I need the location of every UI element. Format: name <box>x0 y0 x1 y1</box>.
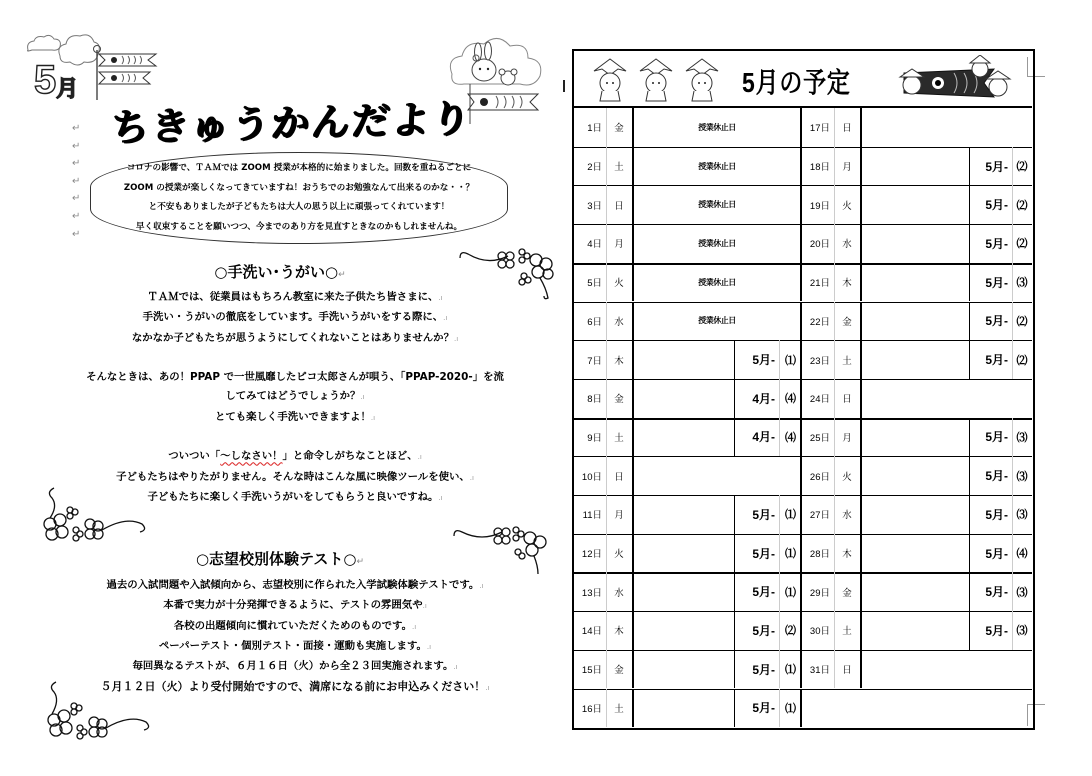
curriculum-month: 5月- <box>985 623 1008 638</box>
curriculum-month: 5月- <box>985 314 1008 329</box>
column-divider <box>800 263 802 302</box>
weekday-cell: 木 <box>614 355 624 367</box>
body-line: ５月１２日（火）より受付開始ですので、満席になる前にお申込みください！.ı <box>100 680 490 694</box>
date-cell: 11日 <box>582 510 602 522</box>
schedule-entry-cell <box>632 379 734 418</box>
date-cell: 13日 <box>581 587 602 599</box>
flower-vine-icon <box>450 524 550 578</box>
schedule-entry-cell <box>860 456 969 495</box>
curriculum-month: 5月- <box>985 469 1008 484</box>
weekday-cell: 日 <box>842 665 852 677</box>
intro-message-box <box>90 152 508 244</box>
empty-entry-cell <box>860 650 1032 689</box>
date-cell: 12日 <box>581 549 602 561</box>
column-divider <box>800 611 802 650</box>
paragraph-marks: ↵ ↵ ↵ ↵ ↵ ↵ ↵ <box>72 123 81 240</box>
weekday-cell: 日 <box>842 394 852 406</box>
curriculum-month: 4月- <box>752 391 775 406</box>
weekday-cell: 土 <box>614 432 624 444</box>
body-line: 手洗い・うがいの徹底をしています。手洗いうがいをする際に、.ı <box>142 311 448 324</box>
column-divider <box>800 147 802 186</box>
section-heading-text: ○志望校別体験テスト○ <box>195 550 357 568</box>
section-heading-text: ○手洗い･うがい○ <box>214 263 339 281</box>
curriculum-unit-number: ⑴ <box>785 353 796 367</box>
curriculum-unit-number: ⑴ <box>785 701 796 715</box>
schedule-entry-cell <box>632 689 734 728</box>
curriculum-month: 5月- <box>752 662 775 677</box>
weekday-cell: 火 <box>614 278 624 290</box>
curriculum-unit-number: ⑴ <box>785 663 796 677</box>
column-divider <box>800 495 802 534</box>
schedule-entry-cell <box>860 495 969 534</box>
curriculum-unit-number: ⑷ <box>785 392 796 406</box>
date-cell: 1日 <box>587 123 602 135</box>
month-kanji: 月 <box>56 76 79 101</box>
body-line: 本番で実力が十分発揮できるように、テストの雰囲気や.ı <box>163 599 427 612</box>
body-line: 子どもたちに楽しく手洗いうがいをしてもらうと良いですね。.ı <box>147 490 443 503</box>
schedule-row <box>574 418 1032 457</box>
date-cell: 25日 <box>809 432 830 444</box>
closed-day-label: 授業休止日 <box>698 277 736 287</box>
body-line: 各校の出題傾向に慣れていただくためのものです。.ı <box>173 619 417 632</box>
curriculum-unit-number: ⑵ <box>1016 160 1028 174</box>
date-cell: 17日 <box>809 123 830 135</box>
curriculum-month: 5月- <box>985 236 1008 251</box>
weekday-cell: 月 <box>842 432 852 444</box>
date-cell: 16日 <box>581 703 602 715</box>
intro-line: ZOOM の授業が楽しくなってきていますね！おうちでのお勉強なんて出来るのかな・・？ <box>123 182 475 193</box>
schedule-entry-cell <box>632 534 734 573</box>
section-body-handwashing <box>60 288 530 508</box>
flower-vine-icon <box>46 676 156 742</box>
schedule-entry-cell <box>860 572 969 611</box>
weekday-cell: 木 <box>614 626 624 638</box>
flower-vine-icon <box>42 484 152 544</box>
body-line: 過去の入試問題や入試傾向から、志望校別に作られた入学試験体験テストです。.ı <box>106 579 484 591</box>
schedule-entry-cell <box>860 340 969 379</box>
weekday-cell: 日 <box>842 123 852 135</box>
curriculum-unit-number: ⑷ <box>785 430 796 444</box>
date-cell: 3日 <box>587 200 602 212</box>
curriculum-month: 5月- <box>985 546 1008 561</box>
weekday-cell: 金 <box>614 665 624 677</box>
closed-day-label: 授業休止日 <box>698 238 736 248</box>
column-divider <box>800 185 802 224</box>
curriculum-unit-number: ⑵ <box>1016 353 1028 367</box>
date-cell: 8日 <box>587 394 602 406</box>
body-line: なかなか子どもたちが思うようにしてくれないことはありませんか？.ı <box>131 331 459 344</box>
month-badge <box>34 60 78 100</box>
date-cell: 20日 <box>809 239 830 251</box>
body-line: ＴＡＭでは、従業員はもちろん教室に来た子供たち皆さまに、.ı <box>147 291 443 303</box>
body-line: ペーパーテスト・個別テスト・面接・運動も実施します。.ı <box>158 639 432 652</box>
flower-vine-icon <box>456 244 556 302</box>
weekday-cell: 月 <box>614 510 624 522</box>
date-cell: 30日 <box>809 626 830 638</box>
schedule-header <box>574 51 1032 108</box>
curriculum-unit-number: ⑵ <box>1016 198 1028 212</box>
curriculum-unit-number: ⑷ <box>1016 547 1028 561</box>
curriculum-unit-number: ⑶ <box>1016 508 1028 522</box>
curriculum-month: 5月- <box>985 159 1008 174</box>
newsletter-title: ちきゅうかんだより <box>109 96 474 150</box>
weekday-cell: 月 <box>614 239 624 251</box>
curriculum-month: 5月- <box>985 585 1008 600</box>
date-cell: 2日 <box>587 162 602 174</box>
curriculum-month: 5月- <box>752 701 775 716</box>
schedule-row <box>574 650 1032 689</box>
empty-entry-cell <box>860 379 1032 418</box>
schedule-entry-cell <box>860 534 969 573</box>
curriculum-unit-number: ⑵ <box>1016 237 1028 251</box>
date-cell: 6日 <box>587 316 602 328</box>
column-divider <box>800 418 802 457</box>
schedule-row <box>574 495 1032 534</box>
column-divider <box>800 650 802 689</box>
weekday-cell: 土 <box>614 162 624 174</box>
curriculum-month: 5月- <box>752 585 775 600</box>
date-cell: 4日 <box>587 239 602 251</box>
schedule-entry-cell <box>632 650 734 689</box>
weekday-cell: 日 <box>614 200 624 212</box>
schedule-row <box>574 534 1032 573</box>
intro-line: 早く収束することを願いつつ、今までのあり方を見直すときなのかもしれませんね。 <box>135 221 463 232</box>
weekday-cell: 日 <box>614 471 624 483</box>
text-cursor-mark <box>563 80 565 92</box>
blank-line <box>60 428 530 447</box>
schedule-entry-cell <box>860 263 969 302</box>
weekday-cell: 金 <box>842 587 852 599</box>
schedule-row <box>574 185 1032 224</box>
schedule-row <box>574 379 1032 418</box>
date-cell: 19日 <box>809 200 830 212</box>
curriculum-month: 5月- <box>985 430 1008 445</box>
schedule-entry-cell <box>860 147 969 186</box>
weekday-cell: 木 <box>842 278 852 290</box>
body-line: ついつい「～しなさい！」と命令しがちなことほど、.ı <box>168 450 422 463</box>
koinobori-icon <box>92 44 162 100</box>
closed-day-label: 授業休止日 <box>698 161 736 171</box>
closed-day-label: 授業休止日 <box>698 200 736 210</box>
schedule-row <box>574 456 1032 495</box>
date-cell: 22日 <box>809 316 830 328</box>
date-cell: 21日 <box>809 278 830 290</box>
curriculum-month: 5月- <box>985 275 1008 290</box>
schedule-title: 5月の予定 <box>742 67 851 98</box>
schedule-row <box>574 263 1032 302</box>
curriculum-month: 4月- <box>752 430 775 445</box>
weekday-cell: 金 <box>614 123 624 135</box>
date-cell: 15日 <box>581 665 602 677</box>
empty-entry-cell <box>860 108 1032 147</box>
weekday-cell: 木 <box>842 549 852 561</box>
curriculum-month: 5月- <box>752 353 775 368</box>
curriculum-unit-number: ⑶ <box>1016 624 1028 638</box>
weekday-cell: 月 <box>842 162 852 174</box>
body-line: 子どもたちはやりたがりません。そんな時はこんな風に映像ツールを使い、.ı <box>116 470 474 483</box>
curriculum-unit-number: ⑵ <box>785 624 796 638</box>
date-cell: 9日 <box>587 432 602 444</box>
schedule-entry-cell <box>860 185 969 224</box>
weekday-cell: 金 <box>614 394 624 406</box>
intro-line: コロナの影響で、ＴＡＭでは ZOOM 授業が本格的に始まりました。回数を重ねるごとに <box>126 163 472 173</box>
column-divider <box>800 108 802 147</box>
curriculum-unit-number: ⑴ <box>785 585 796 599</box>
weekday-cell: 火 <box>614 549 624 561</box>
weekday-cell: 金 <box>842 316 852 328</box>
schedule-row <box>574 108 1032 147</box>
spellcheck-squiggle[interactable]: ～しなさい！ <box>220 450 283 463</box>
column-divider <box>800 379 802 418</box>
schedule-entry-cell <box>632 495 734 534</box>
date-cell: 29日 <box>809 587 830 599</box>
schedule-entry-cell <box>860 418 969 457</box>
schedule-entry-cell <box>860 302 969 341</box>
date-cell: 24日 <box>809 394 830 406</box>
schedule-table <box>572 49 1035 730</box>
body-line: 毎回異なるテストが、６月１６日（火）から全２３回実施されます。.ı <box>132 660 458 673</box>
date-cell: 27日 <box>809 510 830 522</box>
weekday-cell: 水 <box>842 510 852 522</box>
schedule-row <box>574 147 1032 186</box>
empty-entry-cell <box>632 456 802 495</box>
curriculum-unit-number: ⑵ <box>1016 314 1028 328</box>
curriculum-unit-number: ⑶ <box>1016 276 1028 290</box>
date-cell: 18日 <box>809 162 830 174</box>
curriculum-unit-number: ⑶ <box>1016 430 1028 444</box>
date-cell: 10日 <box>581 471 602 483</box>
date-cell: 7日 <box>587 355 602 367</box>
schedule-row <box>574 689 1032 728</box>
body-line: してみてはどうでしょうか？.ı <box>225 390 365 403</box>
curriculum-month: 5月- <box>985 507 1008 522</box>
weekday-cell: 水 <box>842 239 852 251</box>
weekday-cell: 土 <box>842 355 852 367</box>
schedule-entry-cell <box>632 611 734 650</box>
weekday-cell: 水 <box>614 316 624 328</box>
schedule-entry-cell <box>632 418 734 457</box>
weekday-cell: 火 <box>842 471 852 483</box>
curriculum-month: 5月- <box>752 546 775 561</box>
curriculum-month: 5月- <box>985 353 1008 368</box>
weekday-cell: 土 <box>842 626 852 638</box>
schedule-row <box>574 611 1032 650</box>
blank-line <box>60 349 530 368</box>
date-cell: 26日 <box>809 471 830 483</box>
date-cell: 5日 <box>587 278 602 290</box>
schedule-entry-cell <box>860 224 969 263</box>
curriculum-month: 5月- <box>985 198 1008 213</box>
column-divider <box>800 689 802 728</box>
body-line: そんなときは、あの！PPAP で一世風靡したピコ太郎さんが唄う、「PPAP-2020-」を流 <box>86 371 504 384</box>
curriculum-unit-number: ⑶ <box>1016 585 1028 599</box>
paragraph-mark: ↵ <box>356 557 365 567</box>
curriculum-unit-number: ⑶ <box>1016 469 1028 483</box>
column-divider <box>800 340 802 379</box>
schedule-row <box>574 302 1032 341</box>
date-cell: 28日 <box>809 549 830 561</box>
column-divider <box>800 224 802 263</box>
column-divider <box>800 572 802 611</box>
schedule-entry-cell <box>632 572 734 611</box>
mascots-kabuto-icon <box>588 57 738 105</box>
column-divider <box>800 534 802 573</box>
date-cell: 23日 <box>809 355 830 367</box>
curriculum-unit-number: ⑴ <box>785 547 796 561</box>
intro-line: と不安もありましたが子どもたちは大人の思う以上に頑張ってくれています！ <box>148 202 450 212</box>
paragraph-mark: ↵ <box>338 270 346 280</box>
mascots-koinobori-icon <box>894 55 1016 103</box>
curriculum-month: 5月- <box>752 507 775 522</box>
weekday-cell: 土 <box>614 703 624 715</box>
schedule-entry-cell <box>632 340 734 379</box>
schedule-row <box>574 224 1032 263</box>
curriculum-month: 5月- <box>752 623 775 638</box>
weekday-cell: 水 <box>614 587 624 599</box>
schedule-row <box>574 340 1032 379</box>
curriculum-unit-number: ⑴ <box>785 508 796 522</box>
body-line: とても楽しく手洗いできますよ！.ı <box>214 410 376 423</box>
schedule-entry-cell <box>860 611 969 650</box>
closed-day-label: 授業休止日 <box>698 122 736 132</box>
column-divider <box>800 302 802 341</box>
date-cell: 31日 <box>809 665 830 677</box>
date-cell: 14日 <box>581 626 602 638</box>
schedule-row <box>574 572 1032 611</box>
column-divider <box>800 456 802 495</box>
month-number: 5 <box>34 58 57 102</box>
closed-day-label: 授業休止日 <box>698 316 736 326</box>
weekday-cell: 火 <box>842 200 852 212</box>
